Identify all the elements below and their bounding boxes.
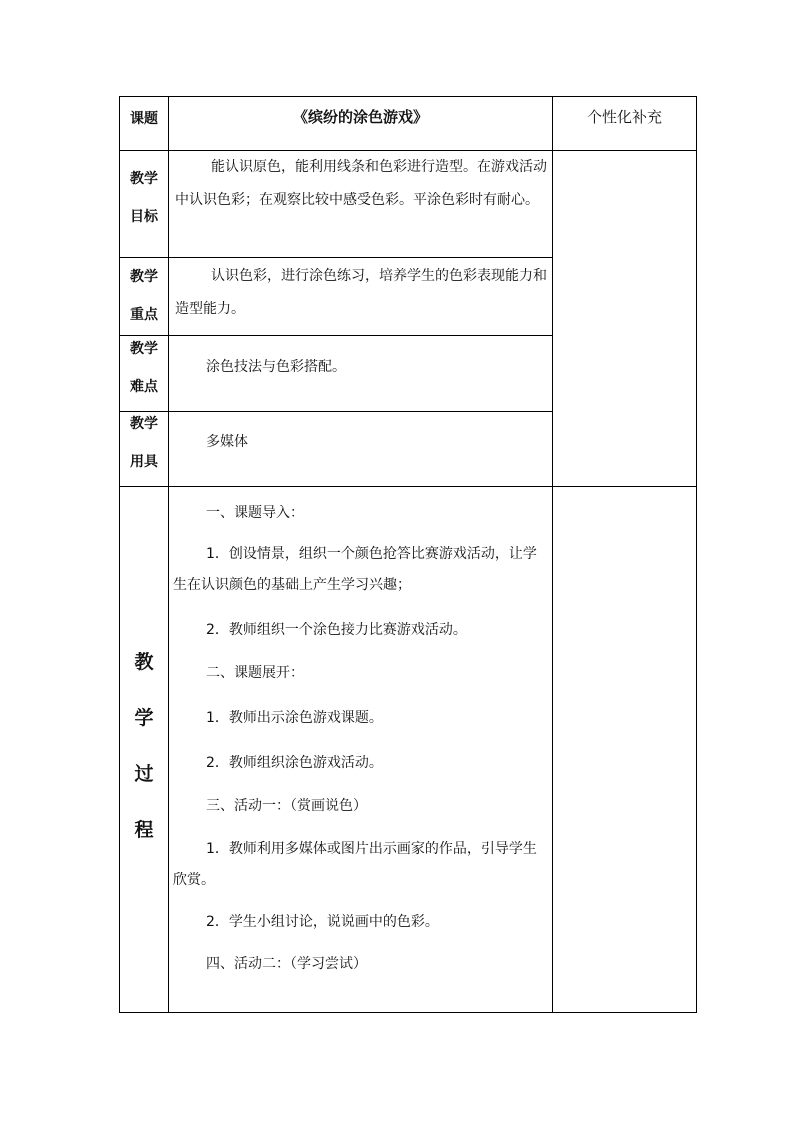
difficulties-label-line1: 教学	[130, 341, 158, 357]
process-label-char-4: 程	[134, 819, 154, 841]
tools-text: 多媒体	[206, 434, 248, 450]
process-label-char-2: 学	[134, 707, 154, 729]
process-paragraph: 2．教师组织涂色游戏活动。	[206, 755, 383, 771]
key-points-label-line1: 教学	[130, 269, 158, 285]
row-divider-5	[119, 486, 697, 487]
table-border-bottom	[119, 1012, 697, 1013]
process-paragraph: 一、课题导入：	[206, 505, 304, 521]
process-content	[173, 497, 547, 981]
difficulties-text: 涂色技法与色彩搭配。	[206, 359, 346, 375]
process-paragraph: 1．教师利用多媒体或图片出示画家的作品，引导学生欣赏。	[173, 841, 537, 888]
objectives-label	[120, 160, 168, 236]
process-paragraph: 1．创设情景，组织一个颜色抢答比赛游戏活动，让学生在认识颜色的基础上产生学习兴趣；	[173, 546, 537, 593]
process-paragraph: 2．学生小组讨论，说说画中的色彩。	[206, 914, 439, 930]
column-divider-supplement	[552, 96, 553, 1013]
topic-label: 课题	[130, 111, 158, 127]
process-paragraph: 三、活动一：（赏画说色）	[206, 798, 367, 814]
process-label-char-1: 教	[134, 651, 154, 673]
column-divider-label	[168, 96, 169, 1013]
process-paragraph: 1．教师出示涂色游戏课题。	[206, 710, 383, 726]
topic-title: 《缤纷的涂色游戏》	[292, 108, 428, 126]
objectives-label-line2: 目标	[130, 209, 158, 225]
key-points-text: 认识色彩，进行涂色练习，培养学生的色彩表现能力和造型能力。	[175, 268, 547, 317]
process-paragraph: 2．教师组织一个涂色接力比赛游戏活动。	[206, 622, 467, 638]
key-points-label	[120, 258, 168, 334]
row-divider-3	[119, 335, 552, 336]
row-divider-2	[119, 257, 552, 258]
key-points-label-line2: 重点	[130, 307, 158, 323]
tools-label-line2: 用具	[130, 454, 158, 470]
tools-label-line1: 教学	[130, 416, 158, 432]
objectives-text: 能认识原色，能利用线条和色彩进行造型。在游戏活动中认识色彩；在观察比较中感受色彩。平涂色彩时有耐心。	[175, 159, 547, 208]
process-label-char-3: 过	[134, 763, 154, 785]
objectives-label-line1: 教学	[130, 171, 158, 187]
difficulties-label-line2: 难点	[130, 379, 158, 395]
process-paragraph: 四、活动二：（学习尝试）	[206, 956, 367, 972]
table-border-right	[696, 96, 697, 1013]
difficulties-label	[120, 330, 168, 406]
supplement-heading: 个性化补充	[586, 108, 662, 126]
process-paragraph: 二、课题展开：	[206, 665, 304, 681]
process-label	[120, 634, 168, 858]
tools-label	[120, 405, 168, 481]
row-divider-4	[119, 411, 552, 412]
